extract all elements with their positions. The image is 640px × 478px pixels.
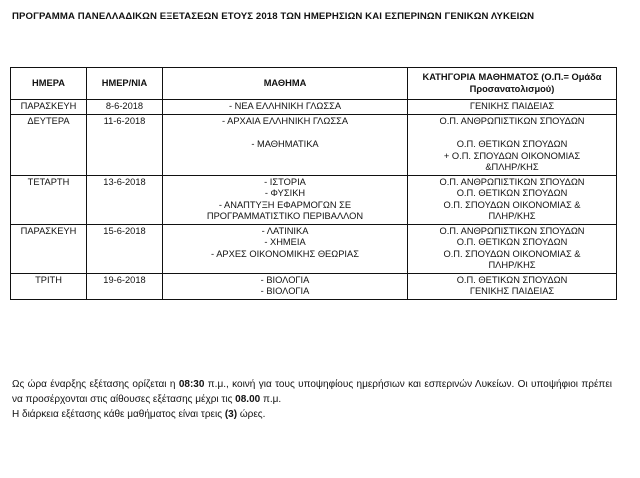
- table-row: [11, 273, 617, 299]
- cell-categories: [408, 175, 617, 224]
- cell-subjects: [163, 100, 408, 115]
- cell-subjects: [163, 224, 408, 273]
- header-category-note: (Ο.Π.= Ομάδα Προσανατολισμού): [469, 72, 602, 94]
- cell-day: ΠΑΡΑΣΚΕΥΗ: [11, 100, 87, 115]
- category-item: Ο.Π. ΣΠΟΥΔΩΝ ΟΙΚΟΝΟΜΙΑΣ &: [443, 248, 581, 259]
- subject-item: - ΑΡΧΕΣ ΟΙΚΟΝΟΜΙΚΗΣ ΘΕΩΡΙΑΣ: [211, 248, 359, 259]
- note-text: π.μ., κοινή για τους υποψηφίους ημερήσιων και εσπερινών Λυκείων. Οι υποψήφιοι πρέπει να προσέρχονται στις αίθουσες εξέτασης μέχρι τις: [12, 379, 613, 405]
- cell-day: ΤΕΤΑΡΤΗ: [11, 175, 87, 224]
- table-row: [11, 224, 617, 273]
- note-text: Ως ώρα έναρξης εξέτασης ορίζεται η: [12, 379, 179, 390]
- start-time: 08:30: [178, 379, 205, 390]
- subject-item: - ΒΙΟΛΟΓΙΑ: [260, 274, 310, 285]
- table-row: [11, 175, 617, 224]
- cell-date: 19-6-2018: [87, 273, 163, 299]
- cell-day: ΤΡΙΤΗ: [11, 273, 87, 299]
- subject-item: ΠΡΟΓΡΑΜΜΑΤΙΣΤΙΚΟ ΠΕΡΙΒΑΛΛΟΝ: [206, 211, 364, 221]
- note-text: Η διάρκεια εξέτασης κάθε μαθήματος είναι τρεις: [12, 409, 225, 420]
- category-item: Ο.Π. ΑΝΘΡΩΠΙΣΤΙΚΩΝ ΣΠΟΥΔΩΝ: [439, 225, 585, 236]
- header-subject: ΜΑΘΗΜΑ: [163, 68, 408, 100]
- cell-categories: [408, 273, 617, 299]
- note-text: ώρες.: [237, 409, 266, 420]
- exam-notes: [12, 377, 612, 422]
- subject-item: - ΜΑΘΗΜΑΤΙΚΑ: [251, 139, 319, 149]
- subject-item: - ΛΑΤΙΝΙΚΑ: [261, 225, 309, 236]
- cell-day: ΠΑΡΑΣΚΕΥΗ: [11, 224, 87, 273]
- table-header-row: [11, 68, 617, 100]
- note-text: π.μ.: [260, 394, 282, 405]
- cell-categories: [408, 114, 617, 175]
- cell-subjects: [163, 175, 408, 224]
- category-item: Ο.Π. ΘΕΤΙΚΩΝ ΣΠΟΥΔΩΝ: [456, 237, 568, 247]
- category-item: ΓΕΝΙΚΗΣ ΠΑΙΔΕΙΑΣ: [469, 101, 555, 111]
- category-item: &ΠΛΗΡ/ΚΗΣ: [485, 162, 539, 172]
- header-category: [408, 68, 617, 100]
- duration-hours: (3): [224, 409, 238, 420]
- cell-date: 11-6-2018: [87, 114, 163, 175]
- cell-date: 13-6-2018: [87, 175, 163, 224]
- category-item: ΠΛΗΡ/ΚΗΣ: [488, 211, 536, 221]
- subject-item: - ΙΣΤΟΡΙΑ: [264, 176, 306, 187]
- cell-day: ΔΕΥΤΕΡΑ: [11, 114, 87, 175]
- category-item: Ο.Π. ΣΠΟΥΔΩΝ ΟΙΚΟΝΟΜΙΑΣ &: [443, 199, 581, 210]
- subject-item: - ΑΝΑΠΤΥΞΗ ΕΦΑΡΜΟΓΩΝ ΣΕ: [218, 199, 352, 210]
- duration-note: [12, 407, 612, 422]
- category-item: ΓΕΝΙΚΗΣ ΠΑΙΔΕΙΑΣ: [469, 286, 555, 296]
- cell-subjects: [163, 114, 408, 175]
- document-title: ΠΡΟΓΡΑΜΜΑ ΠΑΝΕΛΛΑΔΙΚΩΝ ΕΞΕΤΑΣΕΩΝ ΕΤΟΥΣ 2018 ΤΩΝ ΗΜΕΡΗΣΙΩΝ ΚΑΙ ΕΣΠΕΡΙΝΩΝ ΓΕΝΙΚΩΝ ΛΥΚΕΙΩΝ: [12, 11, 535, 22]
- category-item: Ο.Π. ΑΝΘΡΩΠΙΣΤΙΚΩΝ ΣΠΟΥΔΩΝ: [439, 176, 585, 187]
- subject-item: - ΑΡΧΑΙΑ ΕΛΛΗΝΙΚΗ ΓΛΩΣΣΑ: [221, 115, 349, 126]
- category-item: + Ο.Π. ΣΠΟΥΔΩΝ ΟΙΚΟΝΟΜΙΑΣ: [443, 150, 581, 161]
- category-item: Ο.Π. ΘΕΤΙΚΩΝ ΣΠΟΥΔΩΝ: [456, 139, 568, 149]
- category-item: Ο.Π. ΘΕΤΙΚΩΝ ΣΠΟΥΔΩΝ: [456, 274, 568, 285]
- header-day: ΗΜΕΡΑ: [11, 68, 87, 100]
- table-row: [11, 100, 617, 115]
- cell-date: 15-6-2018: [87, 224, 163, 273]
- category-item: Ο.Π. ΑΝΘΡΩΠΙΣΤΙΚΩΝ ΣΠΟΥΔΩΝ: [439, 115, 585, 126]
- subject-item: - ΒΙΟΛΟΓΙΑ: [260, 286, 310, 296]
- category-item: ΠΛΗΡ/ΚΗΣ: [488, 260, 536, 270]
- exam-schedule-table: [10, 67, 617, 300]
- cell-date: 8-6-2018: [87, 100, 163, 115]
- header-date: ΗΜΕΡ/ΝΙΑ: [87, 68, 163, 100]
- cell-categories: [408, 224, 617, 273]
- table-row: [11, 114, 617, 175]
- header-category-label: ΚΑΤΗΓΟΡΙΑ ΜΑΘΗΜΑΤΟΣ: [422, 72, 539, 82]
- start-time-note: [12, 377, 612, 407]
- subject-item: - ΝΕΑ ΕΛΛΗΝΙΚΗ ΓΛΩΣΣΑ: [228, 101, 342, 111]
- cell-categories: [408, 100, 617, 115]
- cell-subjects: [163, 273, 408, 299]
- category-item: Ο.Π. ΘΕΤΙΚΩΝ ΣΠΟΥΔΩΝ: [456, 188, 568, 198]
- subject-item: - ΧΗΜΕΙΑ: [264, 237, 306, 247]
- subject-item: - ΦΥΣΙΚΗ: [264, 188, 306, 198]
- arrival-time: 08.00: [235, 394, 261, 405]
